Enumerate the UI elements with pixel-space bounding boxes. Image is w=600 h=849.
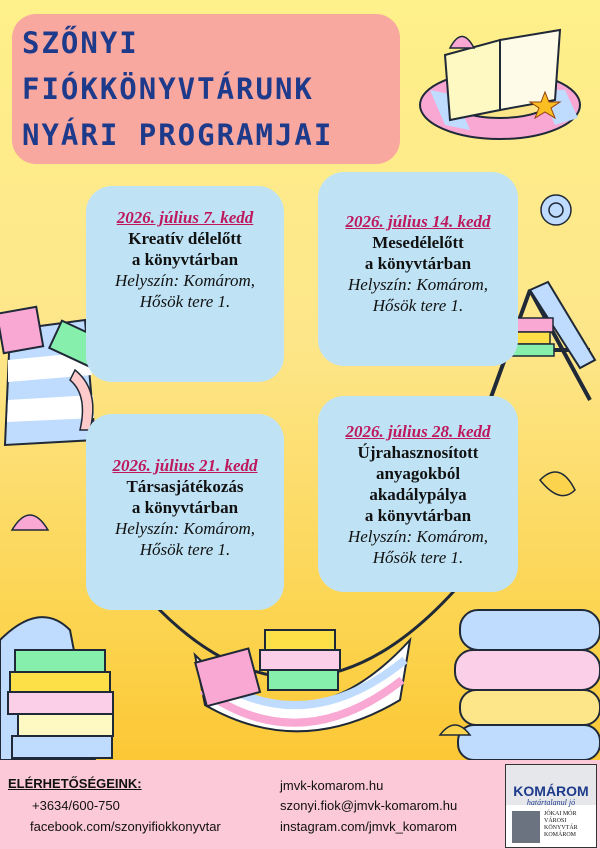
instagram-link[interactable]: instagram.com/jmvk_komarom: [280, 819, 457, 834]
event-place: Helyszín: Komárom,: [347, 275, 489, 294]
event-card-3: [86, 414, 284, 610]
event-name: a könyvtárban: [364, 506, 472, 525]
event-name: a könyvtárban: [364, 254, 472, 273]
logo-slogan: határtalanul jó: [526, 798, 576, 807]
event-date: 2026. július 14. kedd: [345, 212, 491, 231]
event-name: Mesedélelőtt: [372, 233, 464, 252]
event-name: Újrahasznosított: [357, 443, 479, 462]
book-stack-left-icon: [0, 617, 113, 760]
title-line-3: NYÁRI PROGRAMJAI: [22, 118, 334, 152]
event-card-4: [318, 396, 518, 592]
event-place: Hősök tere 1.: [139, 292, 231, 311]
event-name: Kreatív délelőtt: [128, 229, 242, 248]
event-name: anyagokból: [375, 464, 461, 483]
logo-city: KOMÁROM: [513, 783, 589, 799]
event-card-2: [318, 172, 518, 366]
website-link[interactable]: jmvk-komarom.hu: [280, 778, 384, 793]
library-name: [544, 811, 596, 839]
komarom-logo: [505, 764, 597, 848]
event-place: Helyszín: Komárom,: [347, 527, 489, 546]
event-name: a könyvtárban: [131, 498, 239, 517]
email-link[interactable]: szonyi.fiok@jmvk-komarom.hu: [280, 798, 458, 813]
event-place: Helyszín: Komárom,: [114, 271, 256, 290]
facebook-link[interactable]: facebook.com/szonyifiokkonyvtar: [30, 819, 221, 834]
contact-heading: ELÉRHETŐSÉGEINK:: [8, 776, 142, 791]
event-name: akadálypálya: [369, 485, 467, 504]
seashell-icon: [450, 37, 474, 49]
towel-stack-icon: [455, 610, 600, 760]
event-date: 2026. július 21. kedd: [112, 456, 258, 475]
event-place: Hősök tere 1.: [372, 548, 464, 567]
title-line-2: FIÓKKÖNYVTÁRUNK: [22, 72, 314, 106]
library-line: KOMÁROM: [544, 832, 577, 838]
conch-shell-icon: [540, 472, 575, 496]
spiral-shell-icon: [541, 195, 571, 225]
event-place: Hősök tere 1.: [139, 540, 231, 559]
event-card-1: [86, 186, 284, 382]
library-line: VÁROSI: [544, 818, 567, 824]
title-line-1: SZŐNYI: [22, 26, 139, 60]
portrait-image: [512, 811, 540, 843]
phone-number[interactable]: +3634/600-750: [32, 798, 120, 813]
event-place: Hősök tere 1.: [372, 296, 464, 315]
library-line: JÓKAI MÓR: [544, 811, 577, 817]
hammock-icon: [150, 590, 455, 731]
event-name: Társasjátékozás: [126, 477, 244, 496]
event-date: 2026. július 28. kedd: [345, 422, 491, 441]
clam-shell-icon: [12, 515, 48, 530]
library-line: KÖNYVTÁR: [544, 825, 578, 831]
event-place: Helyszín: Komárom,: [114, 519, 256, 538]
event-name: a könyvtárban: [131, 250, 239, 269]
event-date: 2026. július 7. kedd: [116, 208, 254, 227]
